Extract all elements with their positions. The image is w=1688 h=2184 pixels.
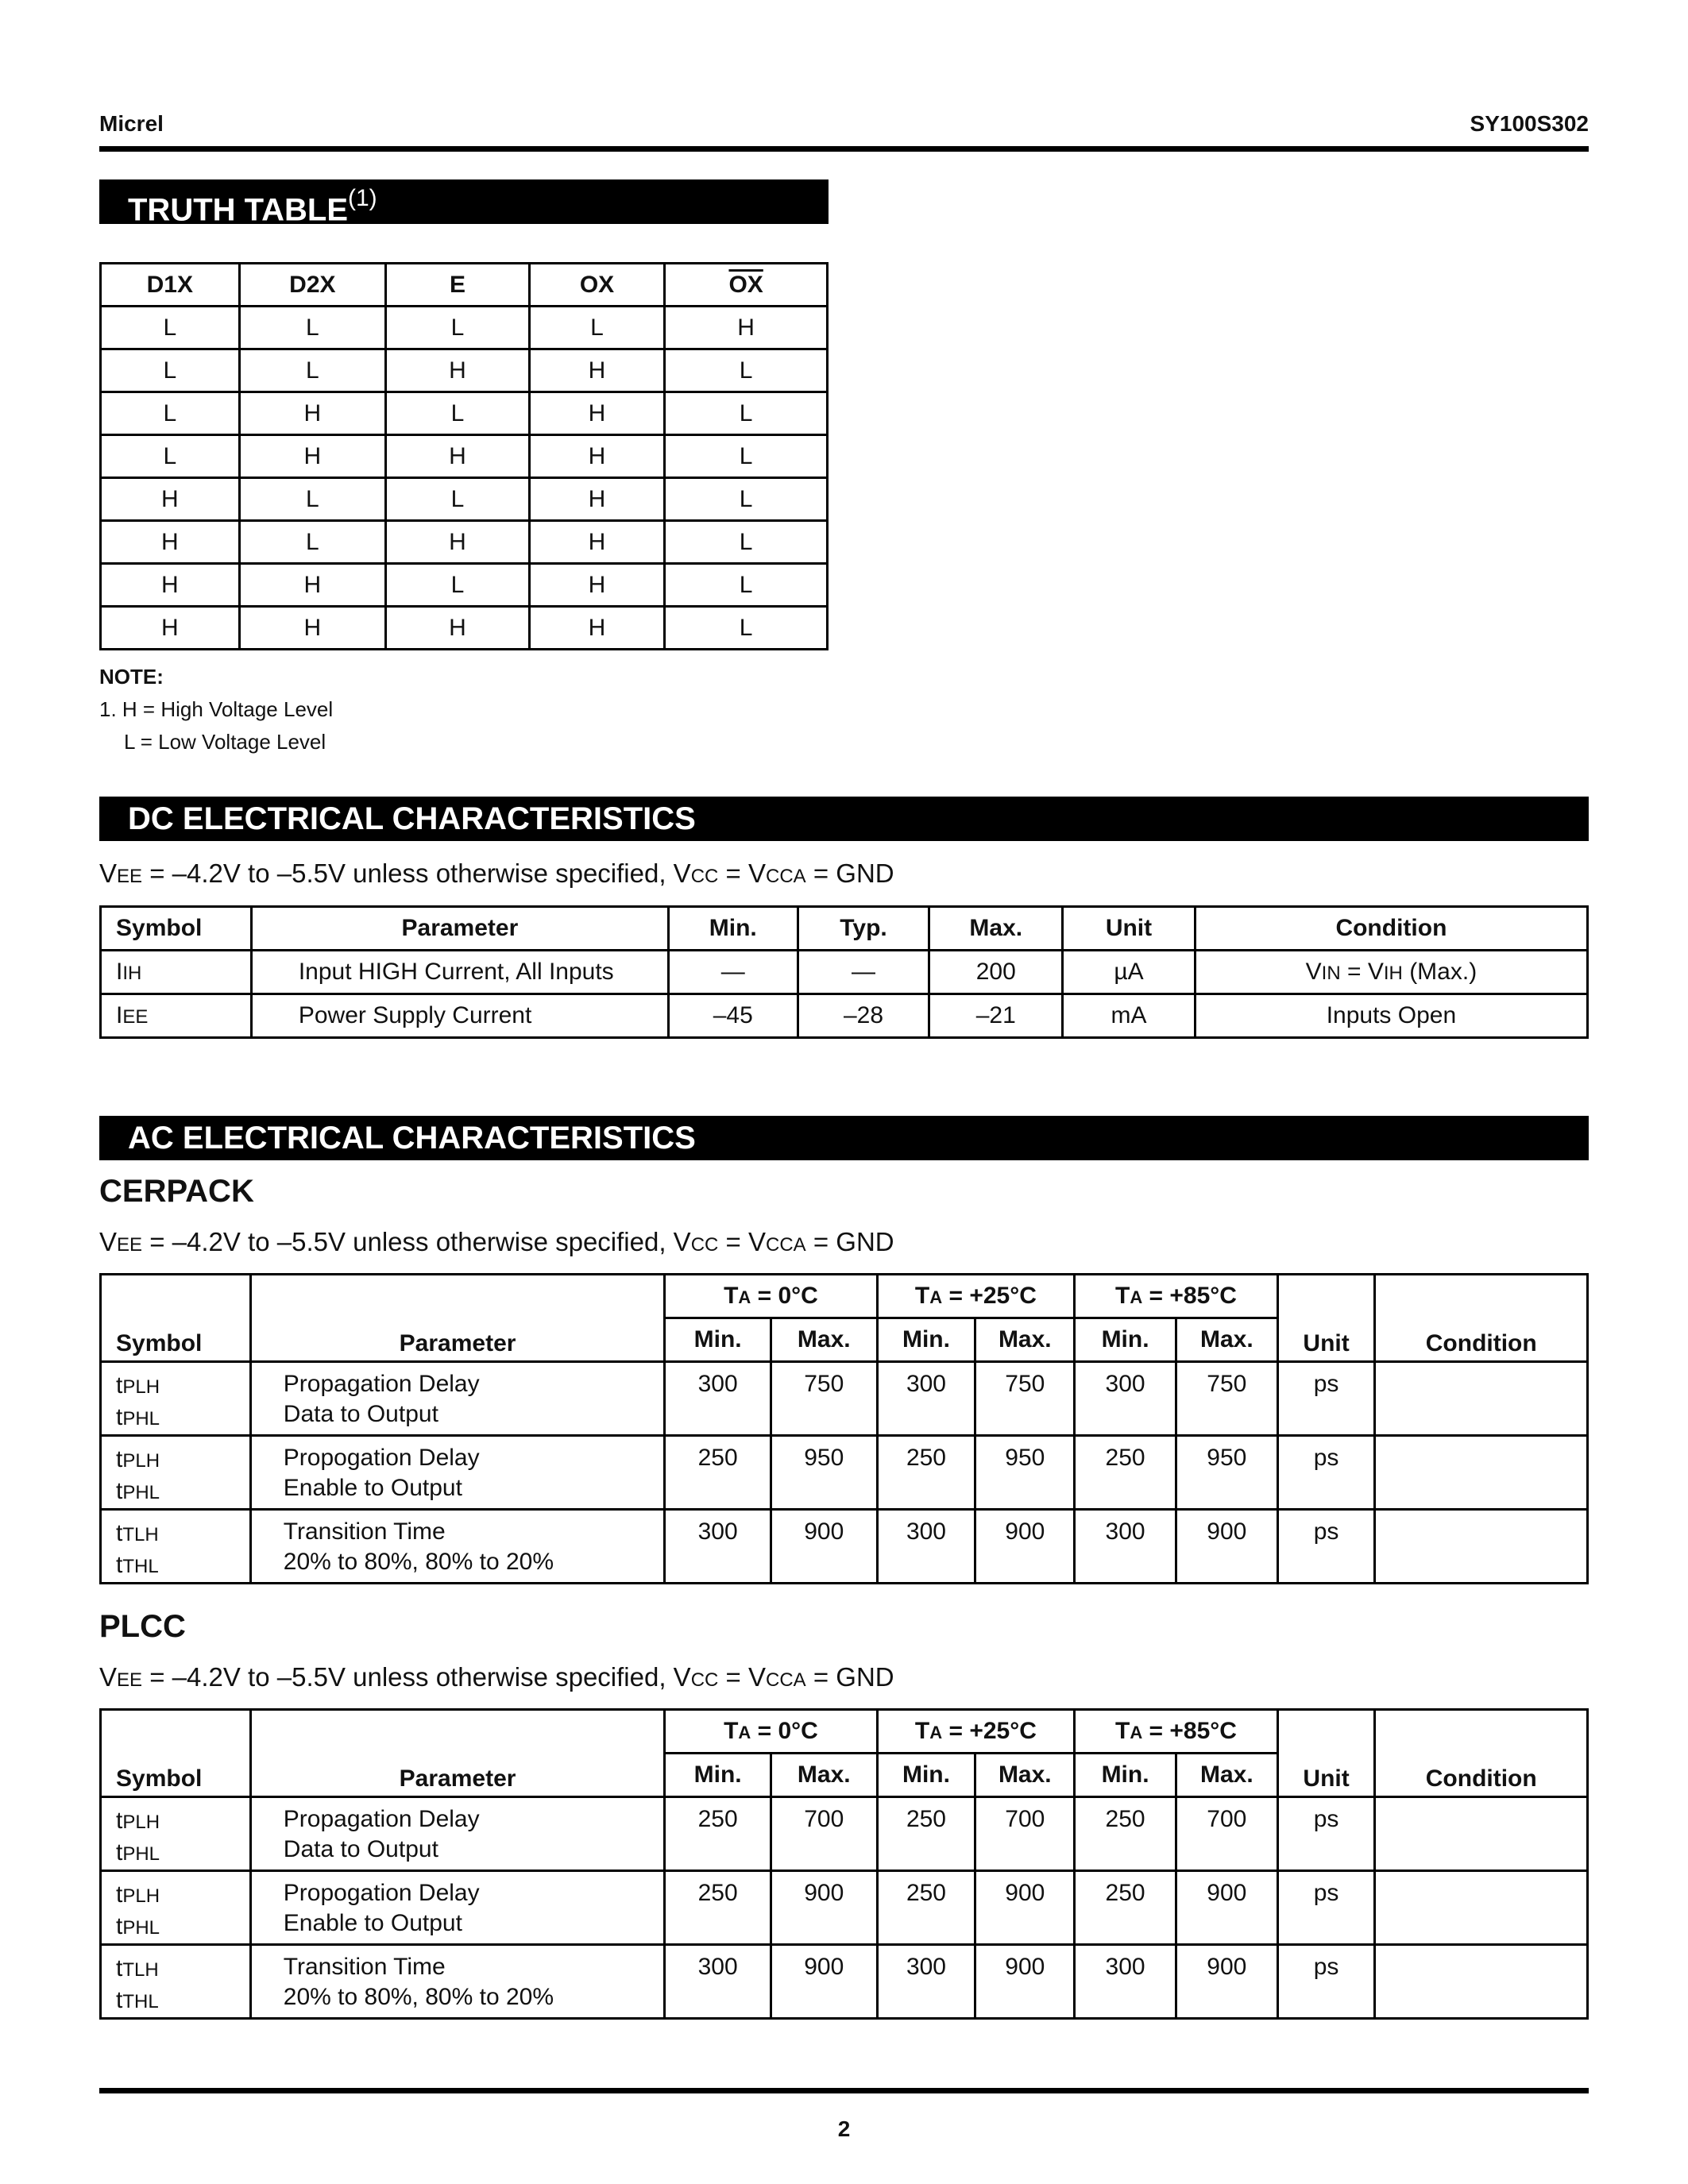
temp-t: T <box>724 1283 739 1309</box>
ac-symbol-line <box>116 1954 249 1985</box>
note-label: NOTE: <box>99 665 164 689</box>
truth-cell: H <box>529 435 665 478</box>
param-line-2: Data to Output <box>283 1401 438 1427</box>
cond-gnd: = GND <box>805 1662 894 1692</box>
truth-cell: L <box>386 478 530 521</box>
truth-table <box>99 262 829 650</box>
ac-symbol-line <box>116 1985 249 2017</box>
ac-value: 250 <box>665 1797 771 1871</box>
symbol-sub: TLH <box>122 1524 159 1545</box>
ac-symbol <box>101 1871 251 1945</box>
truth-cell: H <box>101 521 240 564</box>
dc-symbol-iih <box>101 951 252 994</box>
truth-cell: L <box>239 349 386 392</box>
truth-cell: H <box>529 392 665 435</box>
ac-value: 300 <box>665 1362 771 1436</box>
plcc-table <box>99 1708 1589 2020</box>
symbol-t: t <box>116 1446 123 1472</box>
cond-cc-sub: CC <box>690 866 719 887</box>
cond-v: V <box>99 1227 118 1256</box>
ac-table-row <box>101 1797 1588 1871</box>
truth-cell: H <box>239 607 386 650</box>
truth-cell: L <box>239 307 386 349</box>
param-line-2: 20% to 80%, 80% to 20% <box>283 1549 554 1575</box>
sym-sub: IH <box>122 963 142 984</box>
page-number: 2 <box>837 2116 851 2141</box>
truth-cell: H <box>386 349 530 392</box>
ac-symbol-line <box>116 1550 249 1582</box>
ac-value: 900 <box>771 1510 877 1584</box>
ac-value: 700 <box>771 1797 877 1871</box>
truth-table-row <box>101 521 828 564</box>
cond-v: V <box>99 859 118 888</box>
temp-t: T <box>914 1718 930 1744</box>
ac-col-temp-25 <box>877 1710 1075 1754</box>
temp-value: = 0°C <box>751 1283 818 1309</box>
note-line-1: 1. H = High Voltage Level <box>99 697 334 721</box>
sym-main: I <box>116 1002 123 1028</box>
truth-col-d1x: D1X <box>101 264 240 307</box>
ac-unit: ps <box>1277 1797 1375 1871</box>
cond-cc-sub: CC <box>690 1669 719 1691</box>
ac-col-condition: Condition <box>1375 1275 1588 1362</box>
truth-cell: H <box>529 564 665 607</box>
ox-bar-label: $\overline{OX}$ <box>728 271 763 298</box>
sym-main: I <box>116 959 123 985</box>
ac-col-min: Min. <box>877 1318 975 1362</box>
ac-col-symbol: Symbol <box>101 1275 251 1362</box>
ac-table-row <box>101 1362 1588 1436</box>
cond-ee-sub: EE <box>117 1669 143 1691</box>
truth-cell: L <box>665 564 828 607</box>
header-rule <box>99 146 1589 152</box>
ac-col-max: Max. <box>771 1318 877 1362</box>
cerpack-table <box>99 1273 1589 1584</box>
param-line-2: Enable to Output <box>283 1475 462 1501</box>
dc-symbol-iee <box>101 994 252 1038</box>
cond-range: = –4.2V to –5.5V unless otherwise specified, V <box>142 1227 691 1256</box>
param-line-1: Propogation Delay <box>283 1445 480 1471</box>
symbol-t: t <box>116 1552 123 1578</box>
ac-unit: ps <box>1277 1945 1375 2019</box>
symbol-sub: THL <box>122 1556 159 1577</box>
ac-unit: ps <box>1277 1510 1375 1584</box>
truth-cell: H <box>386 521 530 564</box>
ac-header-row-temps <box>101 1275 1588 1318</box>
ac-value: 900 <box>771 1945 877 2019</box>
ac-value: 900 <box>1176 1510 1277 1584</box>
truth-cell: H <box>239 564 386 607</box>
dc-condition-iee: Inputs Open <box>1195 994 1587 1038</box>
ac-value: 700 <box>1176 1797 1277 1871</box>
ac-condition <box>1375 1362 1588 1436</box>
ac-col-parameter: Parameter <box>250 1710 665 1797</box>
dc-unit-iih: µA <box>1063 951 1196 994</box>
dc-col-max: Max. <box>929 907 1063 951</box>
ac-symbol-line <box>116 1403 249 1434</box>
dc-typ-iee: –28 <box>798 994 929 1038</box>
truth-cell: L <box>529 307 665 349</box>
truth-cell: H <box>386 607 530 650</box>
ac-symbol-line <box>116 1476 249 1508</box>
truth-col-ox-bar <box>665 264 828 307</box>
truth-cell: L <box>239 478 386 521</box>
dc-table-header <box>101 907 1588 951</box>
temp-sub: A <box>929 1287 943 1307</box>
ac-col-min: Min. <box>1075 1754 1176 1797</box>
symbol-sub: TLH <box>122 1959 159 1981</box>
dc-typ-iih: — <box>798 951 929 994</box>
truth-cell: L <box>665 435 828 478</box>
part-number: SY100S302 <box>1470 111 1589 136</box>
ac-symbol-line <box>116 1880 249 1912</box>
temp-value: = +85°C <box>1142 1283 1237 1309</box>
ac-value: 250 <box>1075 1797 1176 1871</box>
truth-cell: L <box>665 607 828 650</box>
ac-parameter <box>250 1436 665 1510</box>
ac-col-max: Max. <box>1176 1754 1277 1797</box>
ac-value: 900 <box>975 1871 1075 1945</box>
dc-col-unit: Unit <box>1063 907 1196 951</box>
cond-range: = –4.2V to –5.5V unless otherwise specified, V <box>142 1662 691 1692</box>
cond-ee-sub: EE <box>117 866 143 887</box>
cond-eq: = V <box>718 859 766 888</box>
dc-col-symbol: Symbol <box>101 907 252 951</box>
cerpack-conditions <box>99 1227 894 1257</box>
ac-value: 750 <box>975 1362 1075 1436</box>
ac-value: 700 <box>975 1797 1075 1871</box>
ac-col-condition: Condition <box>1375 1710 1588 1797</box>
footer-rule <box>99 2088 1589 2093</box>
truth-cell: H <box>101 478 240 521</box>
ac-symbol <box>101 1436 251 1510</box>
ac-value: 250 <box>1075 1871 1176 1945</box>
dc-min-iih: — <box>668 951 798 994</box>
truth-table-row <box>101 392 828 435</box>
dc-col-typ: Typ. <box>798 907 929 951</box>
symbol-t: t <box>116 1913 123 1939</box>
ac-value: 950 <box>771 1436 877 1510</box>
truth-table-row <box>101 349 828 392</box>
dc-unit-iee: mA <box>1063 994 1196 1038</box>
cond-gnd: = GND <box>805 1227 894 1256</box>
cond-cca-sub: CCA <box>766 1669 806 1691</box>
page-header <box>99 111 1589 143</box>
symbol-sub: PLH <box>122 1812 160 1833</box>
ac-value: 300 <box>665 1510 771 1584</box>
ac-value: 250 <box>1075 1436 1176 1510</box>
truth-col-ox: OX <box>529 264 665 307</box>
ac-col-temp-0 <box>665 1275 877 1318</box>
temp-sub: A <box>738 1287 751 1307</box>
ac-parameter <box>250 1362 665 1436</box>
note-line-2: L = Low Voltage Level <box>124 730 326 754</box>
truth-cell: H <box>529 521 665 564</box>
temp-t: T <box>1114 1718 1130 1744</box>
temp-value: = +85°C <box>1142 1718 1237 1744</box>
symbol-sub: THL <box>122 1991 159 2012</box>
cond-c: (Max.) <box>1402 959 1477 985</box>
truth-cell: H <box>529 607 665 650</box>
sym-sub: EE <box>122 1006 149 1028</box>
param-line-2: Data to Output <box>283 1836 438 1862</box>
param-line-1: Propagation Delay <box>283 1806 480 1832</box>
ac-condition <box>1375 1510 1588 1584</box>
ac-unit: ps <box>1277 1436 1375 1510</box>
temp-sub: A <box>1130 1287 1143 1307</box>
ac-unit: ps <box>1277 1362 1375 1436</box>
ac-value: 750 <box>771 1362 877 1436</box>
ac-col-unit: Unit <box>1277 1275 1375 1362</box>
ac-value: 250 <box>877 1436 975 1510</box>
plcc-conditions <box>99 1662 894 1692</box>
temp-value: = +25°C <box>942 1283 1037 1309</box>
ac-value: 250 <box>877 1871 975 1945</box>
ac-value: 750 <box>1176 1362 1277 1436</box>
ac-value: 300 <box>1075 1362 1176 1436</box>
ac-value: 300 <box>1075 1510 1176 1584</box>
symbol-t: t <box>116 1955 123 1981</box>
dc-max-iee: –21 <box>929 994 1063 1038</box>
ac-value: 300 <box>877 1362 975 1436</box>
symbol-sub: PHL <box>122 1408 160 1430</box>
truth-col-e: E <box>386 264 530 307</box>
symbol-t: t <box>116 1520 123 1546</box>
dc-title-band <box>99 797 1589 841</box>
symbol-sub: PLH <box>122 1376 160 1398</box>
dc-parameter-iee: Power Supply Current <box>251 994 668 1038</box>
symbol-sub: PHL <box>122 1843 160 1865</box>
ac-table-row <box>101 1871 1588 1945</box>
ac-col-unit: Unit <box>1277 1710 1375 1797</box>
symbol-t: t <box>116 1987 123 2013</box>
truth-table-title: TRUTH TABLE <box>128 192 348 228</box>
ac-col-parameter: Parameter <box>250 1275 665 1362</box>
temp-sub: A <box>929 1723 943 1742</box>
company-name: Micrel <box>99 111 164 136</box>
ac-col-temp-0 <box>665 1710 877 1754</box>
ac-col-temp-25 <box>877 1275 1075 1318</box>
truth-cell: L <box>386 564 530 607</box>
cond-cca-sub: CCA <box>766 866 806 887</box>
ac-symbol <box>101 1797 251 1871</box>
ac-unit: ps <box>1277 1871 1375 1945</box>
ac-value: 300 <box>877 1510 975 1584</box>
cerpack-title: CERPACK <box>99 1174 254 1209</box>
symbol-t: t <box>116 1478 123 1504</box>
ac-symbol <box>101 1510 251 1584</box>
ac-condition <box>1375 1945 1588 2019</box>
ac-condition <box>1375 1436 1588 1510</box>
dc-min-iee: –45 <box>668 994 798 1038</box>
truth-table-row <box>101 607 828 650</box>
dc-parameter-iih: Input HIGH Current, All Inputs <box>251 951 668 994</box>
cond-v: V <box>99 1662 118 1692</box>
truth-table-title-sup: (1) <box>348 185 377 211</box>
dc-conditions <box>99 859 894 889</box>
dc-col-parameter: Parameter <box>251 907 668 951</box>
ac-col-min: Min. <box>1075 1318 1176 1362</box>
ac-symbol-line <box>116 1838 249 1870</box>
truth-cell: H <box>529 478 665 521</box>
temp-t: T <box>1114 1283 1130 1309</box>
ac-header-row-temps <box>101 1710 1588 1754</box>
dc-max-iih: 200 <box>929 951 1063 994</box>
truth-cell: L <box>665 392 828 435</box>
ac-symbol <box>101 1362 251 1436</box>
dc-row-iee <box>101 994 1588 1038</box>
cond-range: = –4.2V to –5.5V unless otherwise specified, V <box>142 859 691 888</box>
truth-cell: L <box>101 435 240 478</box>
cond-cc-sub: CC <box>690 1234 719 1256</box>
symbol-sub: PLH <box>122 1450 160 1472</box>
truth-table-title-band <box>99 179 829 228</box>
ac-value: 900 <box>975 1945 1075 2019</box>
ac-value: 950 <box>975 1436 1075 1510</box>
symbol-t: t <box>116 1881 123 1908</box>
ac-parameter <box>250 1871 665 1945</box>
param-line-2: 20% to 80%, 80% to 20% <box>283 1984 554 2010</box>
ac-symbol <box>101 1945 251 2019</box>
symbol-t: t <box>116 1808 123 1834</box>
ac-col-temp-85 <box>1075 1710 1277 1754</box>
ac-condition <box>1375 1871 1588 1945</box>
ac-value: 900 <box>1176 1945 1277 2019</box>
ac-col-temp-85 <box>1075 1275 1277 1318</box>
truth-cell: H <box>101 564 240 607</box>
dc-table <box>99 905 1589 1039</box>
dc-row-iih <box>101 951 1588 994</box>
truth-cell: L <box>239 521 386 564</box>
ac-title: AC ELECTRICAL CHARACTERISTICS <box>128 1121 696 1156</box>
truth-cell: L <box>665 521 828 564</box>
plcc-title: PLCC <box>99 1609 186 1644</box>
symbol-sub: PLH <box>122 1885 160 1907</box>
truth-cell: H <box>665 307 828 349</box>
truth-cell: L <box>101 307 240 349</box>
ac-value: 250 <box>877 1797 975 1871</box>
ac-parameter <box>250 1510 665 1584</box>
truth-cell: H <box>239 392 386 435</box>
truth-table-body <box>101 307 828 650</box>
truth-table-row <box>101 435 828 478</box>
cond-b-sub: IH <box>1383 963 1403 984</box>
ac-condition <box>1375 1797 1588 1871</box>
ac-value: 300 <box>665 1945 771 2019</box>
dc-col-condition: Condition <box>1195 907 1587 951</box>
dc-condition-iih <box>1195 951 1587 994</box>
temp-t: T <box>724 1718 739 1744</box>
cond-ee-sub: EE <box>117 1234 143 1256</box>
ac-parameter <box>250 1797 665 1871</box>
truth-cell: H <box>529 349 665 392</box>
ac-title-band <box>99 1116 1589 1160</box>
ac-symbol-line <box>116 1912 249 1943</box>
truth-cell: L <box>101 392 240 435</box>
temp-t: T <box>914 1283 930 1309</box>
ac-parameter <box>250 1945 665 2019</box>
ac-value: 300 <box>877 1945 975 2019</box>
param-line-1: Transition Time <box>283 1954 446 1980</box>
symbol-t: t <box>116 1404 123 1430</box>
ac-table-row <box>101 1436 1588 1510</box>
param-line-1: Transition Time <box>283 1518 446 1545</box>
truth-cell: L <box>665 349 828 392</box>
truth-cell: L <box>386 307 530 349</box>
dc-col-min: Min. <box>668 907 798 951</box>
ac-symbol-line <box>116 1445 249 1476</box>
ac-col-min: Min. <box>665 1318 771 1362</box>
truth-table-header <box>101 264 828 307</box>
ac-value: 250 <box>665 1871 771 1945</box>
cond-eq: = V <box>718 1662 766 1692</box>
truth-cell: L <box>386 392 530 435</box>
temp-sub: A <box>738 1723 751 1742</box>
dc-title: DC ELECTRICAL CHARACTERISTICS <box>128 801 696 836</box>
ac-col-max: Max. <box>975 1754 1075 1797</box>
ac-col-min: Min. <box>877 1754 975 1797</box>
symbol-sub: PHL <box>122 1917 160 1939</box>
truth-table-row <box>101 478 828 521</box>
cond-eq: = V <box>718 1227 766 1256</box>
ac-symbol-line <box>116 1371 249 1403</box>
ac-value: 300 <box>1075 1945 1176 2019</box>
cond-gnd: = GND <box>805 859 894 888</box>
ac-col-symbol: Symbol <box>101 1710 251 1797</box>
temp-sub: A <box>1130 1723 1143 1742</box>
param-line-1: Propagation Delay <box>283 1371 480 1397</box>
cond-b: = V <box>1340 959 1384 985</box>
ac-value: 900 <box>1176 1871 1277 1945</box>
truth-table-row <box>101 564 828 607</box>
cond-cca-sub: CCA <box>766 1234 806 1256</box>
ac-symbol-line <box>116 1518 249 1550</box>
truth-cell: L <box>101 349 240 392</box>
truth-table-note <box>99 661 333 758</box>
ac-col-min: Min. <box>665 1754 771 1797</box>
ac-value: 950 <box>1176 1436 1277 1510</box>
truth-cell: L <box>665 478 828 521</box>
symbol-t: t <box>116 1372 123 1399</box>
temp-value: = 0°C <box>751 1718 818 1744</box>
symbol-t: t <box>116 1839 123 1866</box>
truth-cell: H <box>101 607 240 650</box>
param-line-1: Propogation Delay <box>283 1880 480 1906</box>
ac-value: 250 <box>665 1436 771 1510</box>
ac-table-row <box>101 1510 1588 1584</box>
truth-cell: H <box>239 435 386 478</box>
ac-col-max: Max. <box>975 1318 1075 1362</box>
truth-cell: H <box>386 435 530 478</box>
truth-col-d2x: D2X <box>239 264 386 307</box>
ac-value: 900 <box>975 1510 1075 1584</box>
ac-col-max: Max. <box>1176 1318 1277 1362</box>
symbol-sub: PHL <box>122 1482 160 1503</box>
ac-col-max: Max. <box>771 1754 877 1797</box>
ac-value: 900 <box>771 1871 877 1945</box>
ac-table-row <box>101 1945 1588 2019</box>
cond-a: V <box>1305 959 1322 985</box>
ac-symbol-line <box>116 1806 249 1838</box>
cond-a-sub: IN <box>1321 963 1341 984</box>
truth-table-row <box>101 307 828 349</box>
temp-value: = +25°C <box>942 1718 1037 1744</box>
param-line-2: Enable to Output <box>283 1910 462 1936</box>
